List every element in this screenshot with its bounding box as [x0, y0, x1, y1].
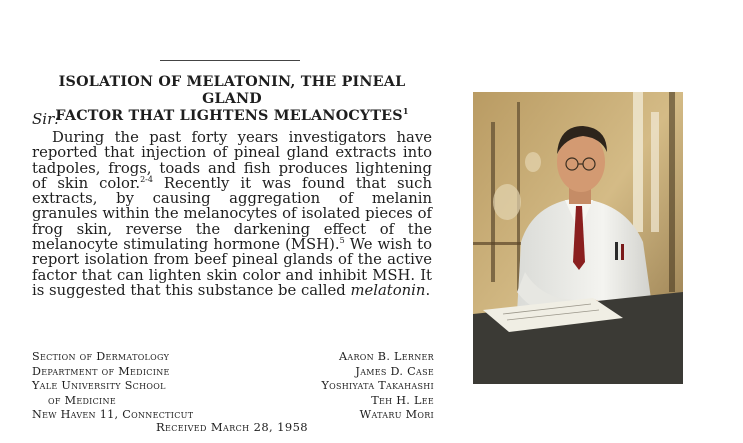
affiliation-line: Department of Medicine: [32, 364, 170, 378]
affiliation-line: Section of Dermatology: [32, 350, 170, 363]
affiliation-block: [32, 350, 262, 423]
author-name: Aaron B. Lerner: [339, 350, 434, 363]
article-body: [32, 130, 432, 298]
melatonin-term: melatonin: [350, 281, 426, 299]
footnote-ref-1: 2-4: [140, 174, 153, 184]
scientist-photo: [473, 92, 683, 384]
author-name: James D. Case: [355, 364, 434, 378]
title-footnote: 1: [402, 106, 409, 117]
received-date: Received March 28, 1958: [155, 420, 309, 434]
authors-block: [248, 350, 434, 423]
body-text-2: Recently it was found that such extracts, by causing aggregation of melanin granules within the melanocytes of isolated pieces of frog skin, reverse the darkening effect of the melanocyte stimulating hormone (MSH).: [32, 174, 432, 254]
author-name: Yoshiyata Takahashi: [321, 379, 434, 392]
affiliation-line: Yale University School: [32, 379, 166, 392]
top-rule: [160, 60, 300, 61]
salutation: Sir:: [32, 110, 60, 128]
body-paragraph: [32, 130, 432, 298]
affiliation-line: of Medicine: [48, 393, 116, 407]
title-line-2: FACTOR THAT LIGHTENS MELANOCYTES: [55, 108, 403, 124]
body-text-1: During the past forty years investigators have reported that injection of pineal gland extracts into tadpoles, frogs, toads and fish produces lightening of skin color.: [32, 129, 432, 192]
body-text-3: We wish to report isolation from beef pineal glands of the active factor that can lighten skin color and inhibit MSH. It is suggested that this substance be called: [32, 236, 432, 299]
author-name: Wataru Mori: [359, 408, 434, 421]
scientist-illustration: [473, 92, 683, 384]
affiliation-line: New Haven 11, Connecticut: [32, 408, 194, 421]
article-title: [28, 74, 436, 125]
title-line-1: ISOLATION OF MELATONIN, THE PINEAL GLAND: [58, 74, 406, 107]
footnote-ref-2: 5: [339, 236, 345, 246]
body-end: .: [425, 281, 431, 299]
author-name: Teh H. Lee: [371, 393, 434, 407]
